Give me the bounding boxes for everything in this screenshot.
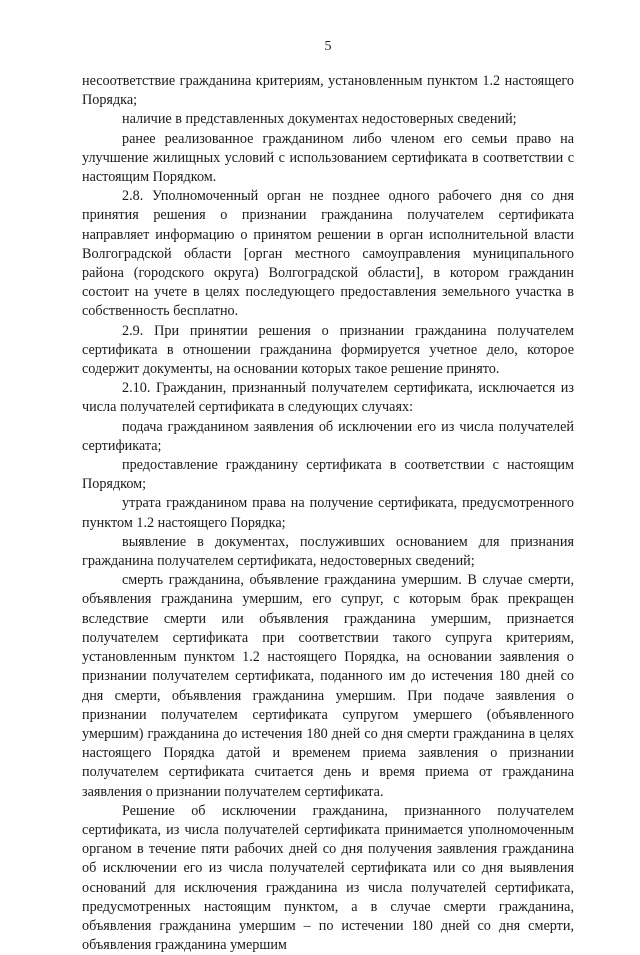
paragraph: смерть гражданина, объявление гражданина умершим. В случае смерти, объявления гражданина умершим, его супруг, с которым брак прекращен вследствие смерти или объявления гражданина умершим, признается получателем сертификата при соответствии такого супруга критериям, установленным пунктом 1.2 настоящего Порядка, на основании заявления о признании получателем сертификата, поданного им до истечения 180 дней со дня смерти, объявления гражданина умершим. При подаче заявления о признании получателем сертификата супругом умершего (объявленного умершим) гражданина до истечения 180 дней со дня смерти гражданина в целях настоящего Порядка датой и временем приема заявления о признании получателем сертификата считается день и время приема от гражданина заявления о признании получателем сертификата. bbox=[82, 572, 574, 800]
paragraph: Решение об исключении гражданина, признанного получателем сертификата, из числа получателей сертификата принимается уполномоченным органом в течение пяти рабочих дней со дня получения заявления гражданина об исключении его из числа получателей сертификата или со дня выявления оснований для исключения гражданина из числа получателей сертификата, предусмотренных настоящим пунктом, а в случае смерти гражданина, объявления гражданина умершим – по истечении 180 дней со дня смерти, объявления гражданина умершим bbox=[82, 802, 574, 954]
page-number: 5 bbox=[324, 39, 332, 54]
paragraph: подача гражданином заявления об исключении его из числа получателей сертификата; bbox=[82, 418, 574, 454]
paragraph: выявление в документах, послуживших основанием для признания гражданина получателем сертификата, недостоверных сведений; bbox=[82, 533, 574, 570]
document-body bbox=[82, 72, 574, 955]
paragraph: наличие в представленных документах недостоверных сведений; bbox=[122, 111, 517, 128]
paragraph: 2.10. Гражданин, признанный получателем сертификата, исключается из числа получателей сертификата в следующих случаях: bbox=[82, 380, 574, 416]
paragraph: 2.8. Уполномоченный орган не позднее одного рабочего дня со дня принятия решения о признании гражданина получателем сертификата направляет информацию о принятом решении в орган исполнительной власти Волгоградской области [орган местного самоуправления муниципального района (городского округа) Волгоградской области], в котором гражданин состоит на учете в целях последующего предоставления земельного участка в собственность бесплатно. bbox=[82, 188, 574, 320]
paragraph: ранее реализованное гражданином либо членом его семьи право на улучшение жилищных условий с использованием сертификата в соответствии с настоящим Порядком. bbox=[82, 130, 574, 186]
paragraph: утрата гражданином права на получение сертификата, предусмотренного пунктом 1.2 настоящего Порядка; bbox=[82, 495, 574, 531]
paragraph: предоставление гражданину сертификата в соответствии с настоящим Порядком; bbox=[82, 457, 574, 493]
paragraph: несоответствие гражданина критериям, установленным пунктом 1.2 настоящего Порядка; bbox=[82, 73, 574, 109]
paragraph: 2.9. При принятии решения о признании гражданина получателем сертификата в отношении гражданина формируется учетное дело, которое содержит документы, на основании которых такое решение принято. bbox=[82, 322, 574, 378]
